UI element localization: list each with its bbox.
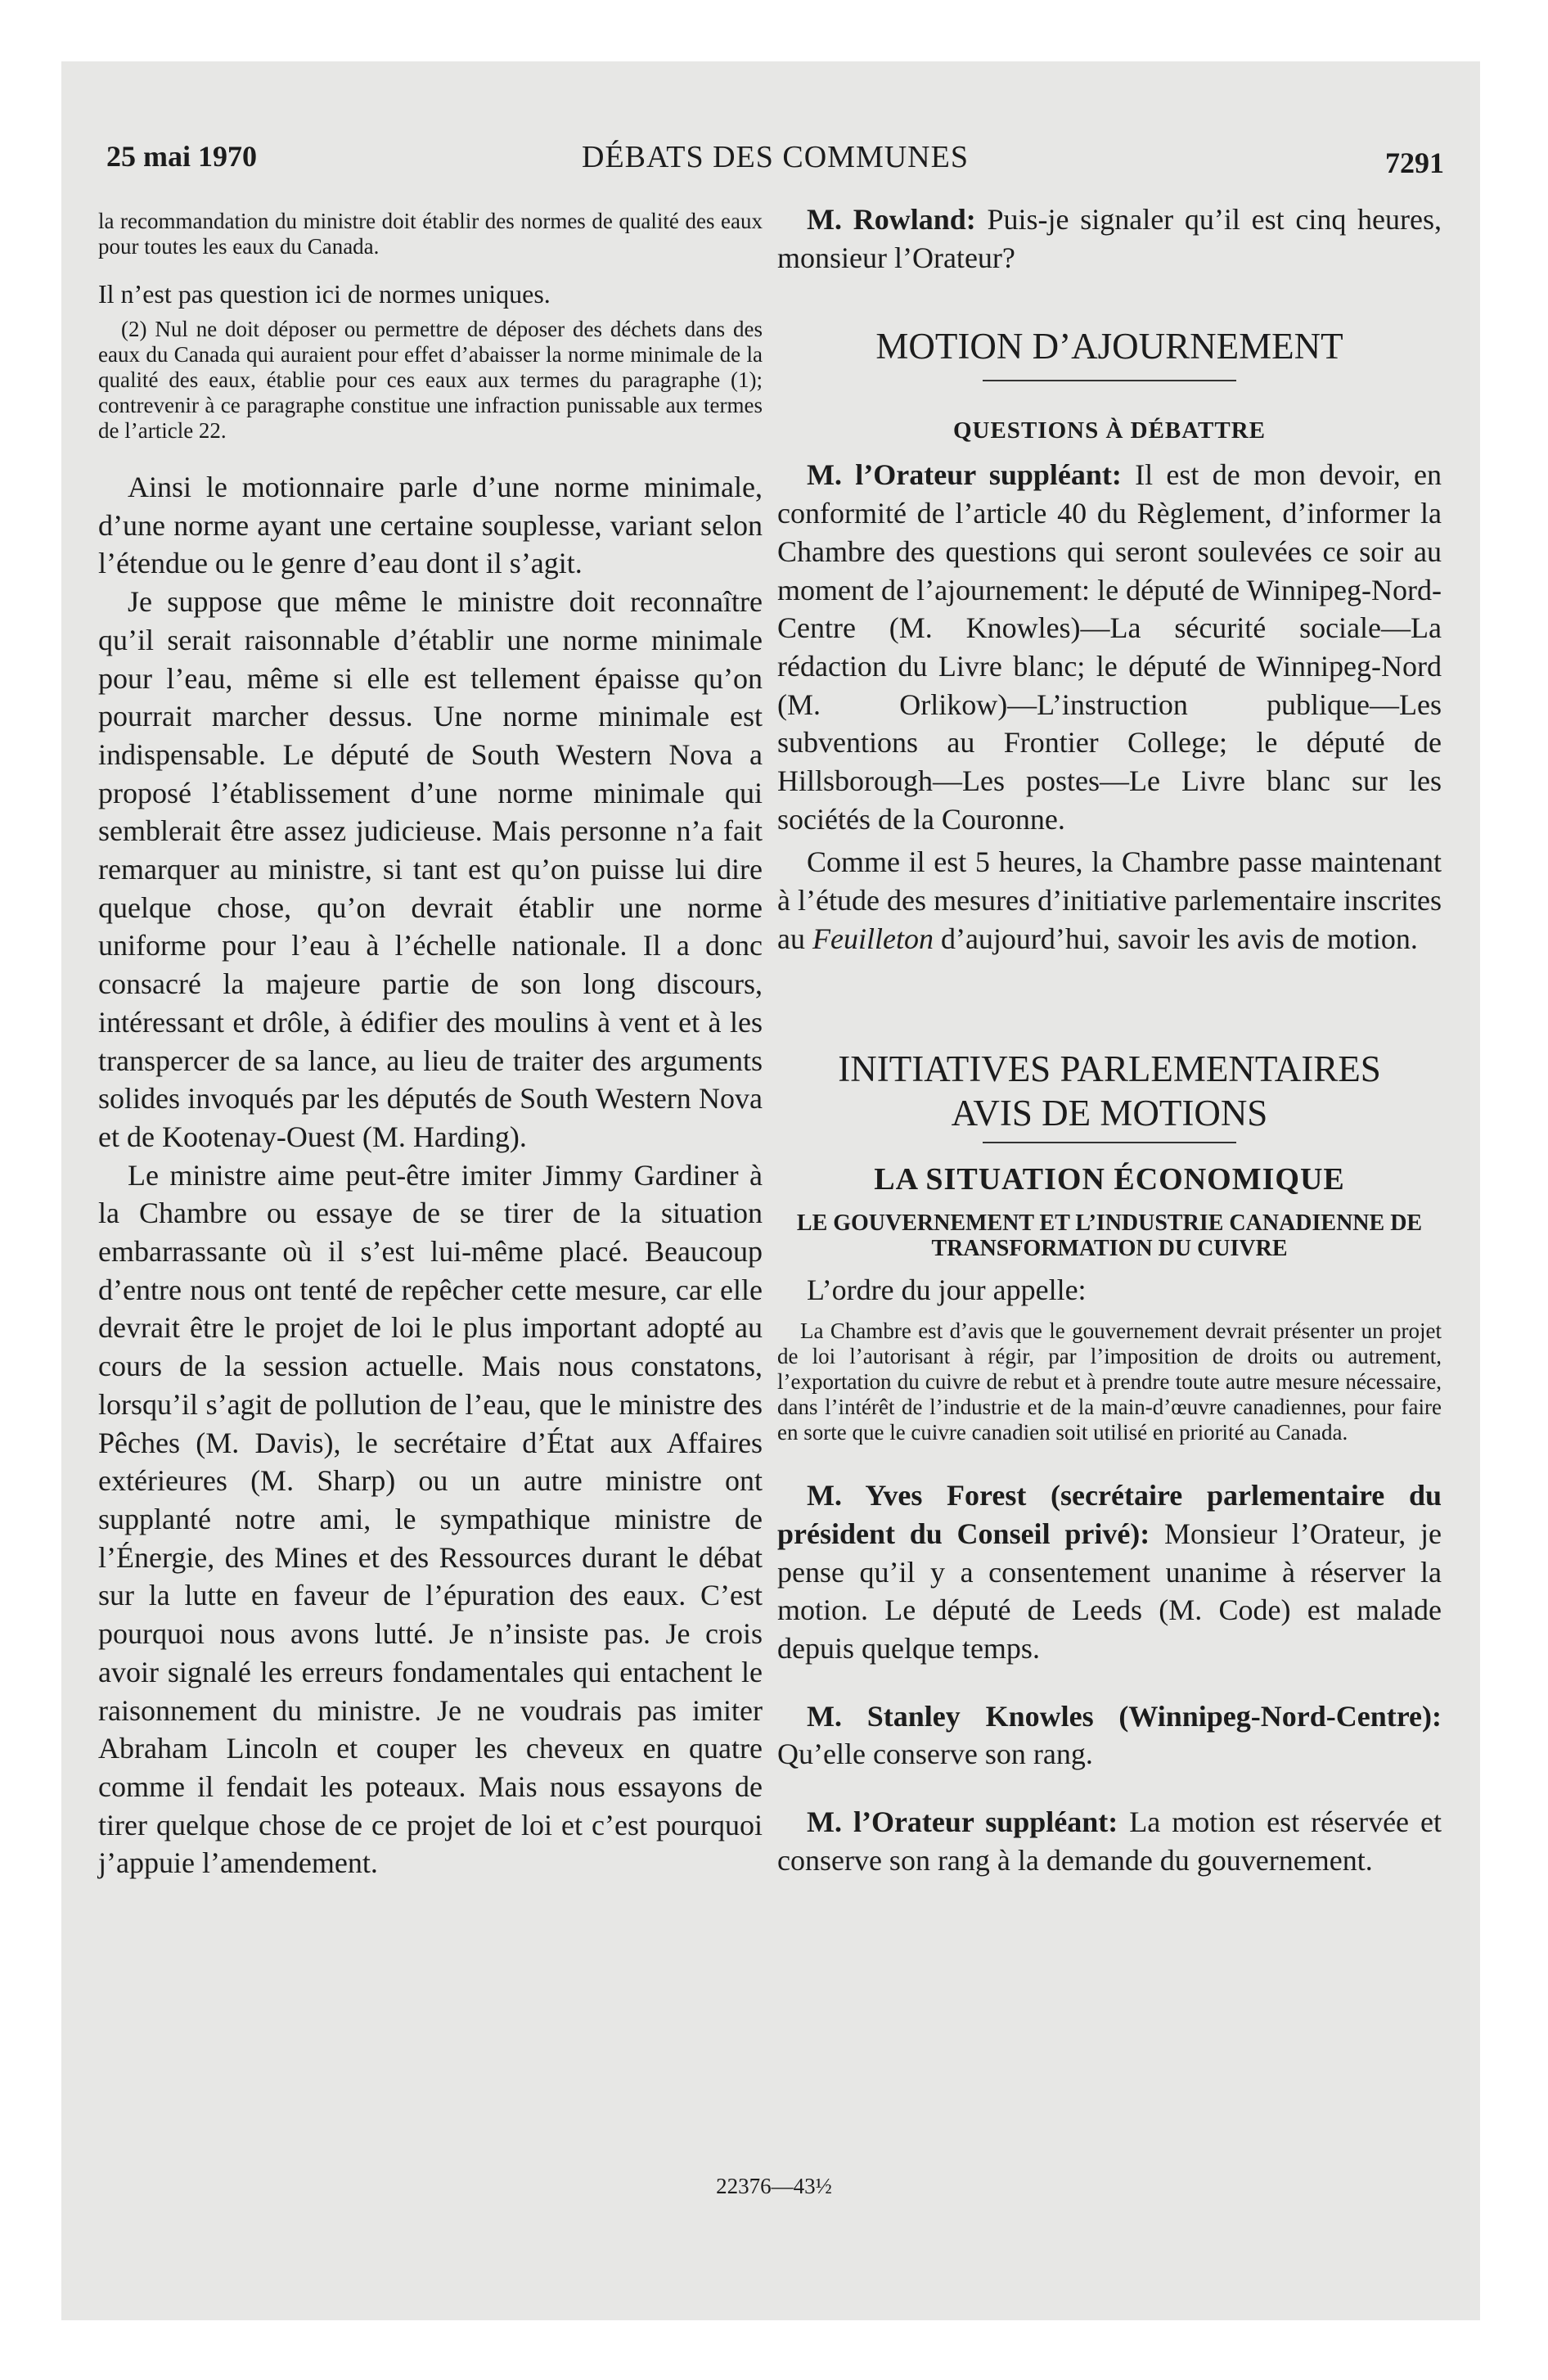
speaker-name: M. Stanley Knowles (Winnipeg-Nord-Centre): <box>807 1699 1442 1733</box>
header-page-number: 7291 <box>1385 146 1444 179</box>
speech-orateur-suppleant <box>777 1803 1442 1879</box>
section-heading-motion: MOTION D’AJOURNEMENT <box>875 326 1343 367</box>
header-date: 25 mai 1970 <box>106 140 257 173</box>
quoted-bill-text-1: la recommandation du ministre doit établir des normes de qualité des eaux pour toutes les eaux du Canada. <box>98 209 763 259</box>
motion-text: La Chambre est d’avis que le gouvernement devrait présenter un projet de loi l’autorisant à régir, par l’imposition de droits ou autrement, l’exportation du cuivre de rebut et à prendre toute autre mesure nécessaire, dans l’intérêt de l’industrie et de la main-d’œuvre canadiennes, pour faire en sorte que le cuivre canadien soit utilisé en priorité au Canada. <box>777 1318 1442 1445</box>
speech-forest <box>777 1476 1442 1668</box>
note-text: Comme il est 5 heures, la Chambre passe maintenant à l’étude des mesures d’initiative parlementaire inscrites au <box>777 845 1442 955</box>
speaker-name: M. l’Orateur suppléant: <box>807 1805 1118 1839</box>
header-title: DÉBATS DES COMMUNES <box>582 140 969 174</box>
page-footer-signature: 22376—43½ <box>716 2174 832 2198</box>
paragraph: Le ministre aime peut-être imiter Jimmy Gardiner à la Chambre ou essaye de se tirer de la situation embarrassante où il s’est lui-même placé. Beaucoup d’entre nous ont tenté de repêcher cette mesure, car elle devrait être le projet de loi le plus important adopté au cours de la session actuelle. Mais nous constatons, lorsqu’il s’agit de pollution de l’eau, que le ministre des Pêches (M. Davis), le secrétaire d’État aux Affaires extérieures (M. Sharp) ou un autre ministre ont supplanté notre ami, le sympathique ministre de l’Énergie, des Mines et des Ressources durant le débat sur la lutte en faveur de l’épuration des eaux. C’est pourquoi nous avons lutté. Je n’insiste pas. Je crois avoir signalé les erreurs fondamentales qui entachent le raisonnement du ministre. Je ne voudrais pas imiter Abraham Lincoln et couper les cheveux en quatre comme il fendait les poteaux. Mais nous essayons de tirer quelque chose de ce projet de loi et c’est pourquoi j’appuie l’amendement. <box>98 1158 763 1880</box>
subheading-questions: QUESTIONS À DÉBATTRE <box>952 417 1267 444</box>
speech-text: Monsieur l’Orateur, je pense qu’il y a consentement unanime à réserver la motion. Le député de Leeds (M. Code) est malade depuis quelque temps. <box>777 1517 1442 1666</box>
left-column <box>98 209 763 1882</box>
subheading-situation: LA SITUATION ÉCONOMIQUE <box>874 1161 1345 1197</box>
speech-text: Puis-je signaler qu’il est cinq heures, monsieur l’Orateur? <box>777 203 1442 274</box>
paragraph: Ainsi le motionnaire parle d’une norme minimale, d’une norme ayant une certaine souplesse, variant selon l’étendue ou le genre d’eau dont il s’agit. <box>98 471 763 580</box>
note-text: d’aujourd’hui, savoir les avis de motion. <box>940 922 1418 955</box>
order-of-day: L’ordre du jour appelle: <box>807 1273 1087 1306</box>
section-heading-initiatives: INITIATIVES PARLEMENTAIRES <box>838 1048 1381 1089</box>
speaker-name: M. l’Orateur suppléant: <box>807 458 1122 492</box>
speech-text: Qu’elle conserve son rang. <box>777 1738 1093 1771</box>
section-heading-avis: AVIS DE MOTIONS <box>951 1092 1268 1134</box>
speech-rowland <box>777 201 1442 277</box>
speaker-name: M. Yves Forest (secrétaire parlementaire du président du Conseil privé): <box>777 1479 1442 1550</box>
speech-text: Il est de mon devoir, en conformité de l’article 40 du Règlement, d’informer la Chambre des questions qui seront soulevées ce soir au moment de l’ajournement: le député de Winnipeg-Nord-Centre (M. Knowles)—La sécurité sociale—La rédaction du Livre blanc; le député de Winnipeg-Nord (M. Orlikow)—L’instruction publique—Les subventions au Frontier College; le député de Hillsborough—Les postes—Le Livre blanc sur les sociétés de la Couronne. <box>777 458 1442 836</box>
note-italic-text: Feuilleton <box>812 922 934 955</box>
subheading-motion-title: LE GOUVERNEMENT ET L’INDUSTRIE CANADIENNE DE TRANSFORMATION DU CUIVRE <box>796 1210 1423 1261</box>
speaker-name: M. Rowland: <box>807 203 976 236</box>
heading-rule <box>983 380 1236 381</box>
paragraph: Je suppose que même le ministre doit reconnaître qu’il serait raisonnable d’établir une norme minimale pour l’eau, même si elle est tellement épaisse qu’on pourrait marcher dessus. Une norme minimale est indispensable. Le député de South Western Nova a proposé l’établissement d’une norme minimale qui semblerait être assez judicieuse. Mais personne n’a fait remarquer au ministre, si tant est qu’on puisse lui dire quelque chose, qu’on devrait établir une norme uniforme pour l’eau à l’échelle nationale. Il a donc consacré la majeure partie de son long discours, intéressant et drôle, à édifier des moulins à vent et à les transpercer de sa lance, au lieu de traiter des arguments solides invoqués par les députés de South Western Nova et de Kootenay-Ouest (M. Harding). <box>98 585 763 1153</box>
right-column <box>777 203 1442 1880</box>
page-header <box>106 139 1444 188</box>
remark-text: Il n’est pas question ici de normes uniques. <box>98 279 551 309</box>
quoted-bill-text-2: (2) Nul ne doit déposer ou permettre de déposer des déchets dans des eaux du Canada qui auraient pour effet d’abaisser la norme minimale de la qualité des eaux, établie pour ces eaux aux termes du paragraphe (1); contrevenir à ce paragraphe constitue une infraction punissable aux termes de l’article 22. <box>98 317 763 443</box>
speech-orateur-suppleant <box>777 456 1442 838</box>
speech-text: La motion est réservée et conserve son rang à la demande du gouvernement. <box>777 1805 1442 1877</box>
procedural-note <box>777 843 1442 958</box>
speech-knowles <box>777 1697 1442 1774</box>
heading-rule <box>983 1142 1236 1143</box>
